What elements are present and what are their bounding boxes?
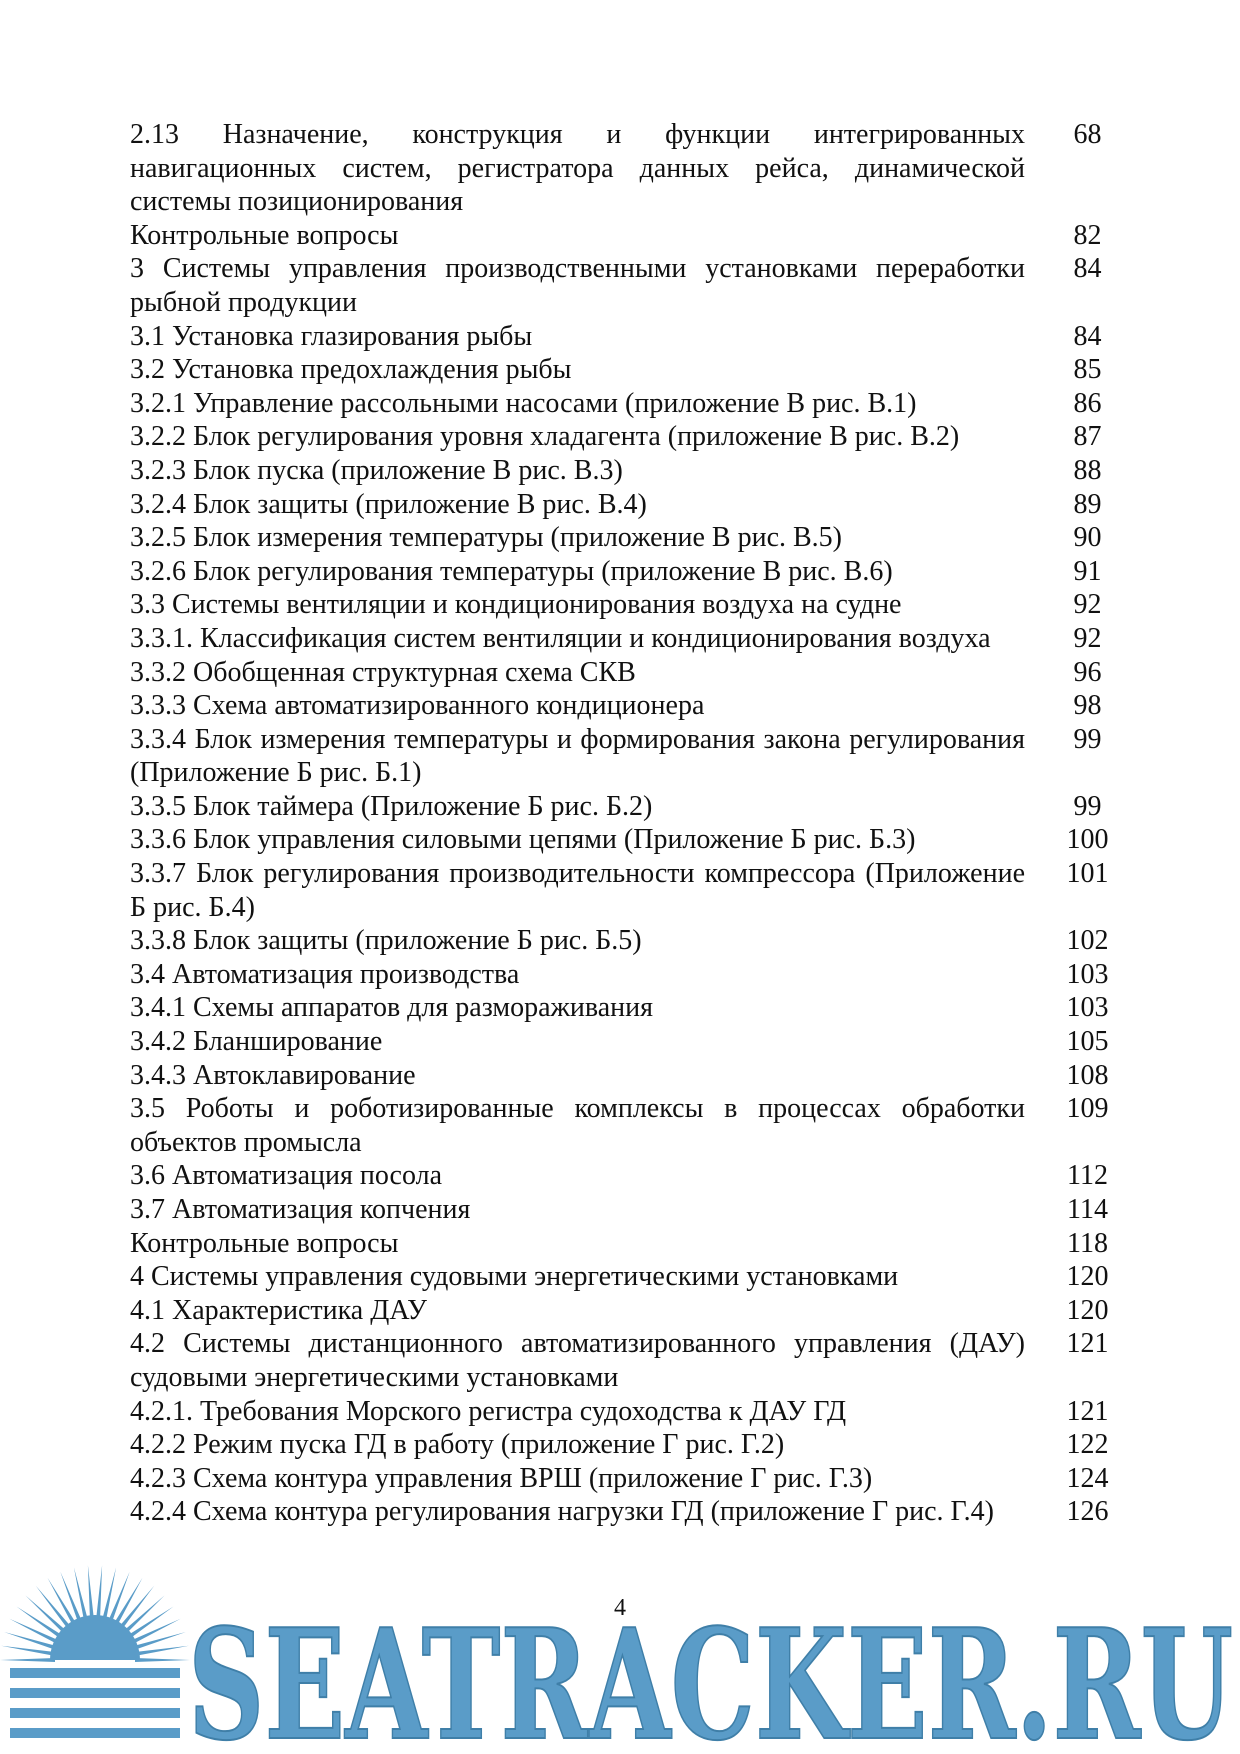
toc-entry-title: 4 Системы управления судовыми энергетическими установками <box>130 1261 899 1293</box>
toc-entry-title: 3.2.1 Управление рассольными насосами (приложение В рис. В.1) <box>130 387 917 419</box>
toc-entry-page: 121 <box>1066 1328 1109 1360</box>
toc-entry-page: 100 <box>1066 824 1109 856</box>
toc-entry-page: 68 <box>1073 119 1102 150</box>
toc-entry-title: 3.2.4 Блок защиты (приложение В рис. В.4) <box>130 488 647 520</box>
toc-entry <box>130 1227 1150 1261</box>
toc-entry-title: 3.2.3 Блок пуска (приложение В рис. В.3) <box>130 454 623 486</box>
toc-entry-page: 105 <box>1066 1026 1109 1058</box>
toc-entry-page: 89 <box>1073 488 1102 520</box>
toc-entry-page: 102 <box>1066 925 1109 957</box>
toc-entry-title: 4.2.1. Требования Морского регистра судоходства к ДАУ ГД <box>130 1395 847 1427</box>
toc-entry <box>130 1495 1150 1529</box>
toc-entry-page: 92 <box>1073 589 1102 621</box>
toc-entry <box>130 320 1150 354</box>
toc-entry-title: 3.2 Установка предохлаждения рыбы <box>130 354 572 386</box>
toc-entry <box>130 454 1150 488</box>
toc-entry-title: 3.3.1. Классификация систем вентиляции и кондиционирования воздуха <box>130 622 991 654</box>
toc-entry-title: 4.2.2 Режим пуска ГД в работу (приложение Г рис. Г.2) <box>130 1429 785 1461</box>
toc-entry <box>130 1395 1150 1429</box>
toc-entry-page: 103 <box>1066 992 1109 1024</box>
toc-entry-page: 92 <box>1073 622 1102 654</box>
watermark-logo <box>0 1560 1240 1754</box>
toc-entry-page: 84 <box>1073 320 1102 352</box>
toc-entry-title: 3.4.2 Бланширование <box>130 1026 383 1058</box>
toc-entry-title: 3 Системы управления производственными установками переработки рыбной продукции <box>130 253 1025 318</box>
page-number: 4 <box>614 1595 626 1621</box>
toc-entry <box>130 521 1150 555</box>
toc-entry-page: 114 <box>1067 1194 1108 1225</box>
toc-entry <box>130 1428 1150 1462</box>
toc-entry <box>130 1092 1150 1159</box>
toc-entry <box>130 1193 1150 1227</box>
toc-entry-page: 99 <box>1073 790 1102 822</box>
toc-entry-title: 3.7 Автоматизация копчения <box>130 1194 471 1225</box>
toc-entry-title: 3.3 Системы вентиляции и кондиционирования воздуха на судне <box>130 589 902 621</box>
toc-entry-page: 96 <box>1073 656 1102 688</box>
toc-entry-title: 3.3.4 Блок измерения температуры и формирования закона регулирования (Приложение Б рис. Б.1) <box>130 723 1025 789</box>
toc-entry <box>130 1294 1150 1328</box>
toc-entry-title: 4.2.3 Схема контура управления ВРШ (приложение Г рис. Г.3) <box>130 1462 873 1494</box>
toc-entry <box>130 252 1150 319</box>
toc-entry-title: 4.2 Системы дистанционного автоматизированного управления (ДАУ) судовыми энергетическими установками <box>130 1328 1025 1393</box>
table-of-contents <box>130 118 1150 1529</box>
toc-entry-title: 3.4.3 Автоклавирование <box>130 1059 416 1091</box>
toc-entry-page: 91 <box>1073 555 1102 587</box>
sun-burst-icon <box>0 1565 190 1738</box>
toc-entry <box>130 790 1150 824</box>
toc-entry-page: 118 <box>1067 1227 1108 1259</box>
toc-entry <box>130 857 1150 924</box>
toc-entry <box>130 555 1150 589</box>
toc-entry <box>130 118 1150 219</box>
toc-entry-title: 3.6 Автоматизация посола <box>130 1160 443 1192</box>
toc-entry-page: 108 <box>1066 1059 1109 1091</box>
toc-entry <box>130 656 1150 690</box>
toc-entry <box>130 1260 1150 1294</box>
toc-entry-title: 3.3.3 Схема автоматизированного кондиционера <box>130 690 705 722</box>
toc-entry-page: 103 <box>1066 958 1109 990</box>
toc-entry <box>130 353 1150 387</box>
toc-entry-title: Контрольные вопросы <box>130 1227 399 1259</box>
watermark-text: SEATRACKER.RU <box>188 1595 1233 1754</box>
toc-entry-page: 121 <box>1066 1395 1109 1427</box>
toc-entry-page: 98 <box>1073 690 1102 722</box>
toc-entry-page: 101 <box>1066 858 1109 890</box>
toc-entry-title: 3.2.2 Блок регулирования уровня хладагента (приложение В рис. В.2) <box>130 421 960 453</box>
toc-entry-page: 87 <box>1073 421 1102 453</box>
toc-entry-title: 3.4 Автоматизация производства <box>130 958 520 990</box>
toc-entry <box>130 1025 1150 1059</box>
toc-entry <box>130 1059 1150 1093</box>
toc-entry-title: 3.5 Роботы и роботизированные комплексы в процессах обработки объектов промысла <box>130 1093 1025 1158</box>
toc-entry-page: 84 <box>1073 253 1102 285</box>
toc-entry-page: 88 <box>1073 454 1102 486</box>
toc-entry <box>130 1327 1150 1394</box>
toc-entry-title: 3.3.8 Блок защиты (приложение Б рис. Б.5) <box>130 925 642 957</box>
toc-entry-title: 3.3.6 Блок управления силовыми цепями (Приложение Б рис. Б.3) <box>130 824 916 856</box>
toc-entry <box>130 588 1150 622</box>
toc-entry-page: 120 <box>1066 1261 1109 1293</box>
toc-entry-title: 3.4.1 Схемы аппаратов для размораживания <box>130 992 653 1024</box>
toc-entry <box>130 219 1150 253</box>
toc-entry-page: 124 <box>1066 1462 1109 1494</box>
toc-entry-title: 4.2.4 Схема контура регулирования нагрузки ГД (приложение Г рис. Г.4) <box>130 1496 994 1528</box>
toc-entry <box>130 823 1150 857</box>
toc-entry <box>130 958 1150 992</box>
toc-entry-title: 3.3.7 Блок регулирования производительности компрессора (Приложение Б рис. Б.4) <box>130 858 1025 923</box>
toc-entry <box>130 387 1150 421</box>
toc-entry-page: 112 <box>1067 1160 1108 1192</box>
toc-entry-title: 3.3.5 Блок таймера (Приложение Б рис. Б.2) <box>130 790 653 822</box>
toc-entry-title: 3.2.6 Блок регулирования температуры (приложение В рис. В.6) <box>130 555 893 587</box>
toc-entry <box>130 689 1150 723</box>
toc-entry <box>130 723 1150 790</box>
toc-entry-page: 82 <box>1073 219 1102 251</box>
toc-entry <box>130 622 1150 656</box>
toc-entry <box>130 924 1150 958</box>
toc-entry-title: 3.1 Установка глазирования рыбы <box>130 320 533 352</box>
toc-entry <box>130 488 1150 522</box>
toc-entry-page: 99 <box>1073 723 1102 755</box>
toc-entry-title: 2.13 Назначение, конструкция и функции интегрированных навигационных систем, регистратора данных рейса, динамической системы позиционирования <box>130 119 1025 218</box>
toc-entry-page: 90 <box>1073 522 1102 554</box>
toc-entry <box>130 1462 1150 1496</box>
toc-entry-page: 109 <box>1066 1093 1109 1125</box>
toc-entry-title: 3.3.2 Обобщенная структурная схема СКВ <box>130 656 636 688</box>
toc-entry-title: 3.2.5 Блок измерения температуры (приложение В рис. В.5) <box>130 522 842 554</box>
toc-entry-page: 86 <box>1073 387 1102 419</box>
toc-entry-title: Контрольные вопросы <box>130 219 399 251</box>
toc-entry <box>130 1159 1150 1193</box>
toc-entry-page: 120 <box>1066 1294 1109 1326</box>
toc-entry-title: 4.1 Характеристика ДАУ <box>130 1294 427 1326</box>
toc-entry <box>130 991 1150 1025</box>
toc-entry-page: 85 <box>1073 354 1102 386</box>
toc-entry <box>130 420 1150 454</box>
toc-entry-page: 126 <box>1066 1496 1109 1528</box>
toc-entry-page: 122 <box>1066 1429 1109 1461</box>
